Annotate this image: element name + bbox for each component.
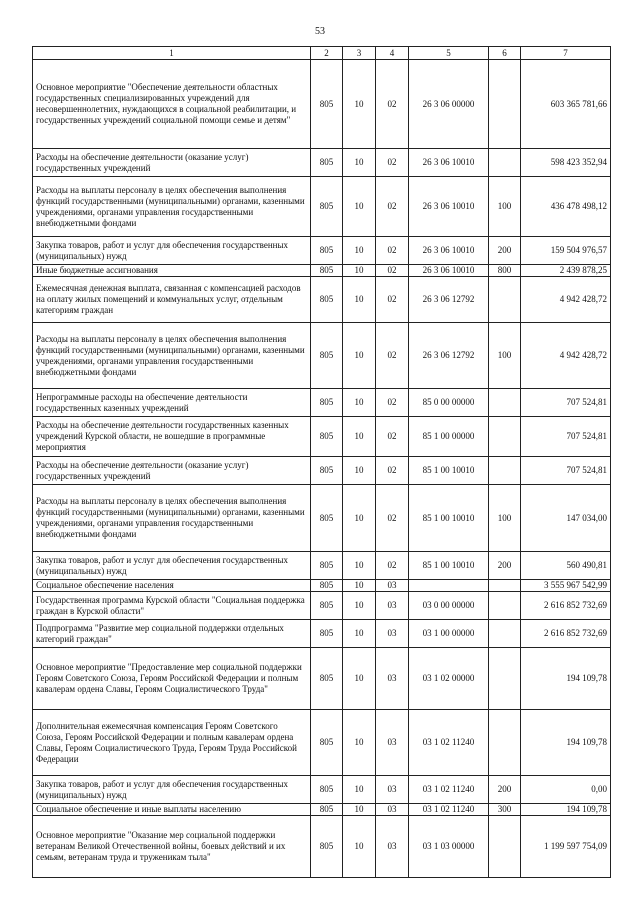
target-article-cell: 26 3 06 10010 [409, 149, 489, 177]
expense-type-cell: 200 [489, 552, 521, 580]
subsection-code-cell: 02 [376, 417, 409, 457]
ministry-code-cell: 805 [311, 457, 343, 485]
section-code-cell: 10 [343, 149, 376, 177]
table-row [33, 485, 611, 552]
section-code-cell: 10 [343, 552, 376, 580]
target-article-cell: 85 1 00 10010 [409, 552, 489, 580]
subsection-code-cell: 03 [376, 592, 409, 620]
expense-name-cell: Социальное обеспечение и иные выплаты населению [33, 804, 311, 816]
budget-table [32, 46, 611, 878]
section-code-cell: 10 [343, 580, 376, 592]
amount-cell: 598 423 352,94 [521, 149, 611, 177]
subsection-code-cell: 03 [376, 648, 409, 710]
expense-type-cell [489, 389, 521, 417]
table-row [33, 776, 611, 804]
expense-name-cell: Закупка товаров, работ и услуг для обеспечения государственных (муниципальных) нужд [33, 237, 311, 265]
expense-type-cell [489, 816, 521, 878]
expense-name-cell: Расходы на выплаты персоналу в целях обеспечения выполнения функций государственными (муниципальными) органами, казенными учреждениями, органами управления государственными внебюджетными фондами [33, 323, 311, 389]
ministry-code-cell: 805 [311, 776, 343, 804]
table-row [33, 457, 611, 485]
section-code-cell: 10 [343, 457, 376, 485]
target-article-cell: 85 1 00 10010 [409, 485, 489, 552]
subsection-code-cell: 02 [376, 457, 409, 485]
ministry-code-cell: 805 [311, 620, 343, 648]
expense-type-cell: 800 [489, 265, 521, 277]
expense-name-cell: Дополнительная ежемесячная компенсация Героям Советского Союза, Героям Российской Федерации и полным кавалерам ордена Славы, Героям Социалистического Труда, Героям Труда Российской Федерации [33, 710, 311, 776]
table-row [33, 648, 611, 710]
ministry-code-cell: 805 [311, 580, 343, 592]
expense-type-cell [489, 648, 521, 710]
section-code-cell: 10 [343, 776, 376, 804]
table-row [33, 816, 611, 878]
section-code-cell: 10 [343, 60, 376, 149]
target-article-cell: 03 1 02 11240 [409, 710, 489, 776]
target-article-cell: 85 1 00 10010 [409, 457, 489, 485]
target-article-cell: 85 1 00 00000 [409, 417, 489, 457]
amount-cell: 560 490,81 [521, 552, 611, 580]
expense-type-cell [489, 620, 521, 648]
section-code-cell: 10 [343, 485, 376, 552]
expense-type-cell: 200 [489, 776, 521, 804]
ministry-code-cell: 805 [311, 237, 343, 265]
amount-cell: 194 109,78 [521, 710, 611, 776]
column-number-row [33, 47, 611, 60]
expense-name-cell: Непрограммные расходы на обеспечение деятельности государственных казенных учреждений [33, 389, 311, 417]
amount-cell: 3 555 967 542,99 [521, 580, 611, 592]
table-row [33, 177, 611, 237]
subsection-code-cell: 03 [376, 804, 409, 816]
target-article-cell: 03 0 00 00000 [409, 592, 489, 620]
section-code-cell: 10 [343, 277, 376, 323]
subsection-code-cell: 03 [376, 620, 409, 648]
amount-cell: 707 524,81 [521, 417, 611, 457]
amount-cell: 707 524,81 [521, 389, 611, 417]
ministry-code-cell: 805 [311, 592, 343, 620]
expense-name-cell: Государственная программа Курской области "Социальная поддержка граждан в Курской области" [33, 592, 311, 620]
ministry-code-cell: 805 [311, 277, 343, 323]
table-row [33, 417, 611, 457]
target-article-cell: 03 1 00 00000 [409, 620, 489, 648]
amount-cell: 4 942 428,72 [521, 323, 611, 389]
expense-type-cell: 100 [489, 323, 521, 389]
amount-cell: 4 942 428,72 [521, 277, 611, 323]
subsection-code-cell: 02 [376, 237, 409, 265]
table-row [33, 804, 611, 816]
section-code-cell: 10 [343, 710, 376, 776]
ministry-code-cell: 805 [311, 389, 343, 417]
target-article-cell: 26 3 06 12792 [409, 277, 489, 323]
target-article-cell: 85 0 00 00000 [409, 389, 489, 417]
amount-cell: 147 034,00 [521, 485, 611, 552]
table-row [33, 60, 611, 149]
subsection-code-cell: 02 [376, 389, 409, 417]
column-header-2: 2 [311, 47, 343, 60]
target-article-cell: 26 3 06 10010 [409, 177, 489, 237]
section-code-cell: 10 [343, 816, 376, 878]
expense-name-cell: Расходы на выплаты персоналу в целях обеспечения выполнения функций государственными (муниципальными) органами, казенными учреждениями, органами управления государственными внебюджетными фондами [33, 177, 311, 237]
table-row [33, 592, 611, 620]
table-row [33, 265, 611, 277]
subsection-code-cell: 02 [376, 277, 409, 323]
subsection-code-cell: 02 [376, 60, 409, 149]
amount-cell: 707 524,81 [521, 457, 611, 485]
expense-name-cell: Расходы на обеспечение деятельности (оказание услуг) государственных учреждений [33, 149, 311, 177]
ministry-code-cell: 805 [311, 323, 343, 389]
column-header-3: 3 [343, 47, 376, 60]
subsection-code-cell: 02 [376, 149, 409, 177]
expense-type-cell [489, 60, 521, 149]
table-row [33, 580, 611, 592]
expense-name-cell: Социальное обеспечение населения [33, 580, 311, 592]
section-code-cell: 10 [343, 592, 376, 620]
amount-cell: 2 616 852 732,69 [521, 592, 611, 620]
target-article-cell: 03 1 02 11240 [409, 804, 489, 816]
table-row [33, 552, 611, 580]
amount-cell: 1 199 597 754,09 [521, 816, 611, 878]
expense-name-cell: Ежемесячная денежная выплата, связанная с компенсацией расходов на оплату жилых помещений и коммунальных услуг, отдельным категориям граждан [33, 277, 311, 323]
target-article-cell: 26 3 06 10010 [409, 237, 489, 265]
section-code-cell: 10 [343, 177, 376, 237]
expense-type-cell: 200 [489, 237, 521, 265]
section-code-cell: 10 [343, 237, 376, 265]
section-code-cell: 10 [343, 417, 376, 457]
subsection-code-cell: 02 [376, 552, 409, 580]
expense-name-cell: Подпрограмма "Развитие мер социальной поддержки отдельных категорий граждан" [33, 620, 311, 648]
table-row [33, 277, 611, 323]
column-header-7: 7 [521, 47, 611, 60]
column-header-1: 1 [33, 47, 311, 60]
subsection-code-cell: 03 [376, 816, 409, 878]
amount-cell: 194 109,78 [521, 804, 611, 816]
section-code-cell: 10 [343, 389, 376, 417]
section-code-cell: 10 [343, 648, 376, 710]
ministry-code-cell: 805 [311, 265, 343, 277]
subsection-code-cell: 02 [376, 323, 409, 389]
target-article-cell: 03 1 02 11240 [409, 776, 489, 804]
page-number: 53 [315, 26, 325, 37]
table-row [33, 389, 611, 417]
expense-type-cell [489, 277, 521, 323]
ministry-code-cell: 805 [311, 648, 343, 710]
table-row [33, 323, 611, 389]
ministry-code-cell: 805 [311, 552, 343, 580]
amount-cell: 0,00 [521, 776, 611, 804]
target-article-cell: 03 1 02 00000 [409, 648, 489, 710]
expense-type-cell [489, 457, 521, 485]
subsection-code-cell: 03 [376, 580, 409, 592]
target-article-cell [409, 580, 489, 592]
expense-name-cell: Основное мероприятие "Обеспечение деятельности областных государственных специализированных учреждений для несовершеннолетних, нуждающихся в социальной реабилитации, и государственных учреждений социальной помощи семье и детям" [33, 60, 311, 149]
target-article-cell: 26 3 06 00000 [409, 60, 489, 149]
target-article-cell: 26 3 06 10010 [409, 265, 489, 277]
target-article-cell: 26 3 06 12792 [409, 323, 489, 389]
table-body [33, 60, 611, 878]
table-row [33, 710, 611, 776]
expense-name-cell: Иные бюджетные ассигнования [33, 265, 311, 277]
subsection-code-cell: 03 [376, 776, 409, 804]
expense-name-cell: Расходы на выплаты персоналу в целях обеспечения выполнения функций государственными (муниципальными) органами, казенными учреждениями, органами управления государственными внебюджетными фондами [33, 485, 311, 552]
amount-cell: 436 478 498,12 [521, 177, 611, 237]
expense-name-cell: Основное мероприятие "Предоставление мер социальной поддержки Героям Советского Союза, Героям Российской Федерации и полным кавалерам ордена Славы, Героям Социалистического Труда" [33, 648, 311, 710]
expense-name-cell: Основное мероприятие "Оказание мер социальной поддержки ветеранам Великой Отечественной войны, боевых действий и их семьям, ветеранам труда и труженикам тыла" [33, 816, 311, 878]
table-row [33, 237, 611, 265]
expense-type-cell [489, 592, 521, 620]
amount-cell: 2 439 878,25 [521, 265, 611, 277]
ministry-code-cell: 805 [311, 710, 343, 776]
expense-type-cell [489, 580, 521, 592]
ministry-code-cell: 805 [311, 177, 343, 237]
column-header-4: 4 [376, 47, 409, 60]
column-header-6: 6 [489, 47, 521, 60]
ministry-code-cell: 805 [311, 149, 343, 177]
expense-name-cell: Закупка товаров, работ и услуг для обеспечения государственных (муниципальных) нужд [33, 776, 311, 804]
column-header-5: 5 [409, 47, 489, 60]
section-code-cell: 10 [343, 804, 376, 816]
ministry-code-cell: 805 [311, 816, 343, 878]
target-article-cell: 03 1 03 00000 [409, 816, 489, 878]
expense-type-cell: 100 [489, 485, 521, 552]
section-code-cell: 10 [343, 620, 376, 648]
expense-name-cell: Закупка товаров, работ и услуг для обеспечения государственных (муниципальных) нужд [33, 552, 311, 580]
expense-type-cell [489, 149, 521, 177]
amount-cell: 2 616 852 732,69 [521, 620, 611, 648]
section-code-cell: 10 [343, 265, 376, 277]
expense-type-cell [489, 417, 521, 457]
ministry-code-cell: 805 [311, 485, 343, 552]
subsection-code-cell: 03 [376, 710, 409, 776]
expense-name-cell: Расходы на обеспечение деятельности государственных казенных учреждений Курской области, не вошедшие в программные мероприятия [33, 417, 311, 457]
table-row [33, 149, 611, 177]
expense-type-cell: 100 [489, 177, 521, 237]
expense-type-cell: 300 [489, 804, 521, 816]
amount-cell: 194 109,78 [521, 648, 611, 710]
ministry-code-cell: 805 [311, 417, 343, 457]
expense-type-cell [489, 710, 521, 776]
amount-cell: 159 504 976,57 [521, 237, 611, 265]
section-code-cell: 10 [343, 323, 376, 389]
expense-name-cell: Расходы на обеспечение деятельности (оказание услуг) государственных учреждений [33, 457, 311, 485]
ministry-code-cell: 805 [311, 60, 343, 149]
subsection-code-cell: 02 [376, 265, 409, 277]
table-row [33, 620, 611, 648]
subsection-code-cell: 02 [376, 177, 409, 237]
amount-cell: 603 365 781,66 [521, 60, 611, 149]
ministry-code-cell: 805 [311, 804, 343, 816]
subsection-code-cell: 02 [376, 485, 409, 552]
